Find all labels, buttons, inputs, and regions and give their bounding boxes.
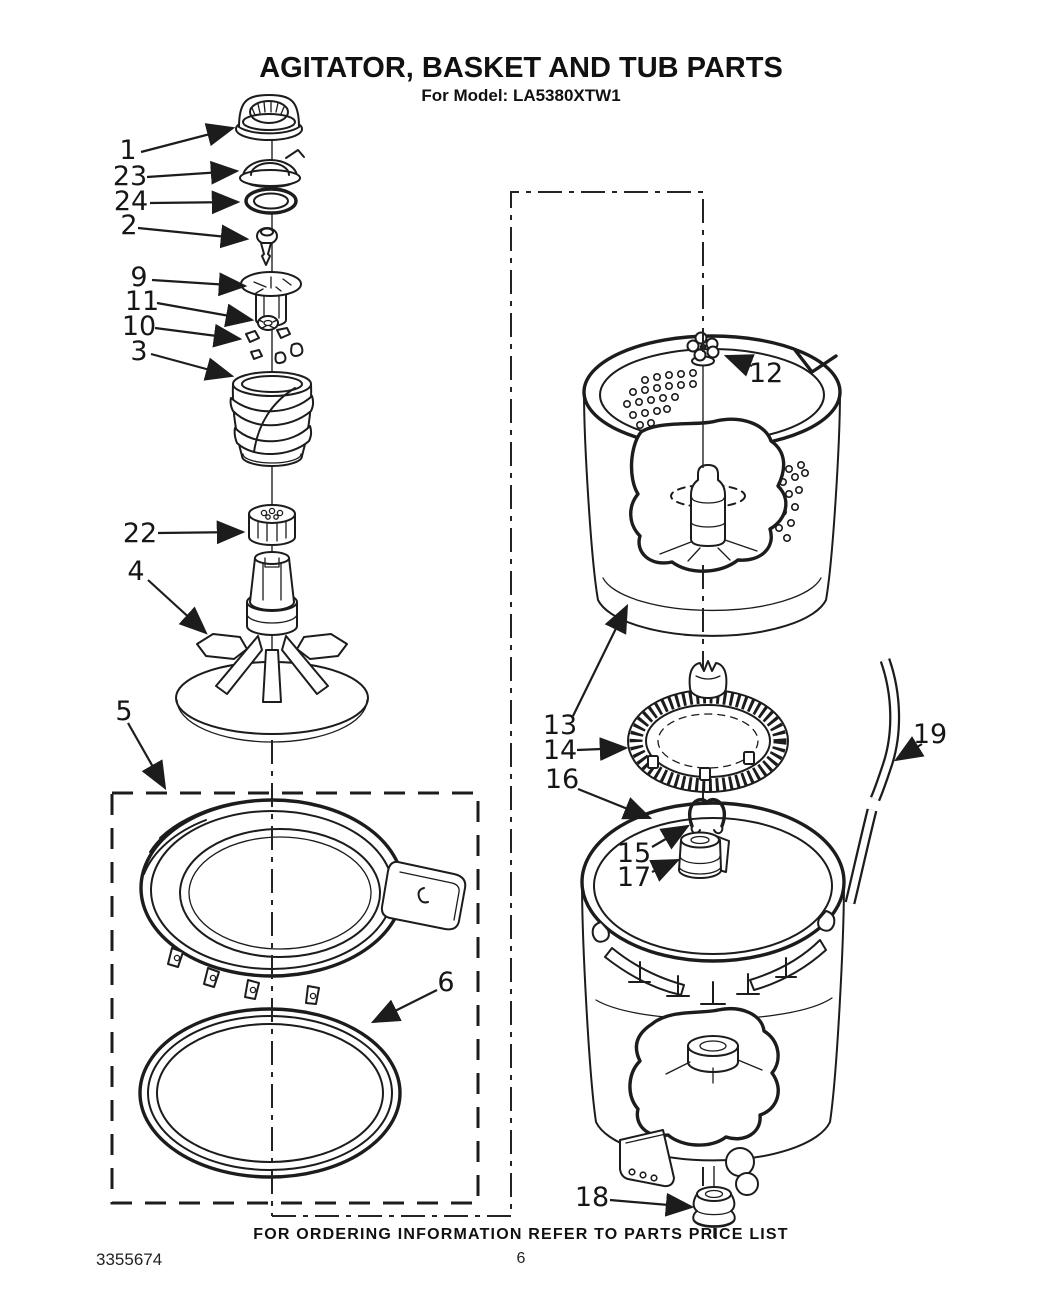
agitator-cap-drawing	[236, 95, 302, 140]
callout-11: 11	[124, 286, 160, 317]
callout-1: 1	[119, 135, 137, 166]
leader-6	[373, 990, 437, 1022]
callout-9: 9	[130, 262, 148, 293]
leader-4	[148, 580, 206, 633]
callout-17: 17	[616, 862, 652, 893]
hose-drawing	[850, 660, 895, 903]
tub-ring-drawing	[141, 800, 465, 1004]
callout-15: 15	[616, 838, 652, 869]
callout-16: 16	[544, 764, 580, 795]
callout-24: 24	[113, 186, 149, 217]
leader-23	[147, 171, 237, 177]
leader-22	[158, 532, 243, 533]
leader-9	[152, 280, 245, 286]
spline-insert-drawing	[679, 833, 729, 879]
leader-13	[573, 606, 627, 716]
balance-ring-drawing	[628, 661, 788, 792]
leader-24	[150, 202, 238, 203]
agitator-dogs-drawing	[246, 328, 302, 363]
leader-1	[141, 128, 233, 152]
leader-11	[157, 303, 252, 320]
callout-18: 18	[574, 1182, 610, 1213]
callout-10: 10	[121, 311, 157, 342]
coupling-drawing	[249, 505, 295, 545]
callout-13: 13	[542, 710, 578, 741]
callout-3: 3	[130, 336, 148, 367]
leader-14	[577, 748, 626, 750]
washer-drawing	[258, 316, 278, 330]
callout-12: 12	[748, 358, 784, 389]
model-line: For Model: LA5380XTW1	[421, 86, 621, 105]
leader-18	[610, 1200, 692, 1207]
callout-4: 4	[127, 556, 145, 587]
callout-6: 6	[437, 967, 455, 998]
leader-3	[151, 354, 232, 376]
basket-drawing	[584, 333, 840, 636]
gasket-drawing	[140, 1009, 400, 1177]
ordering-note: FOR ORDERING INFORMATION REFER TO PARTS PRICE LIST	[253, 1226, 789, 1243]
page-title: AGITATOR, BASKET AND TUB PARTS	[259, 52, 783, 84]
leader-5	[128, 723, 165, 788]
stud-drawing	[257, 228, 277, 265]
callout-5: 5	[115, 696, 133, 727]
page-number: 6	[516, 1250, 526, 1267]
agitator-auger-drawing	[231, 372, 313, 466]
leader-10	[155, 328, 240, 339]
document-number: 3355674	[96, 1250, 163, 1269]
callout-23: 23	[112, 161, 148, 192]
callout-19: 19	[912, 719, 948, 750]
leader-2	[138, 228, 247, 239]
o-ring-drawing	[246, 189, 296, 213]
callout-22: 22	[122, 518, 158, 549]
leader-16	[578, 789, 650, 818]
callout-2: 2	[120, 210, 138, 241]
callout-14: 14	[542, 735, 578, 766]
